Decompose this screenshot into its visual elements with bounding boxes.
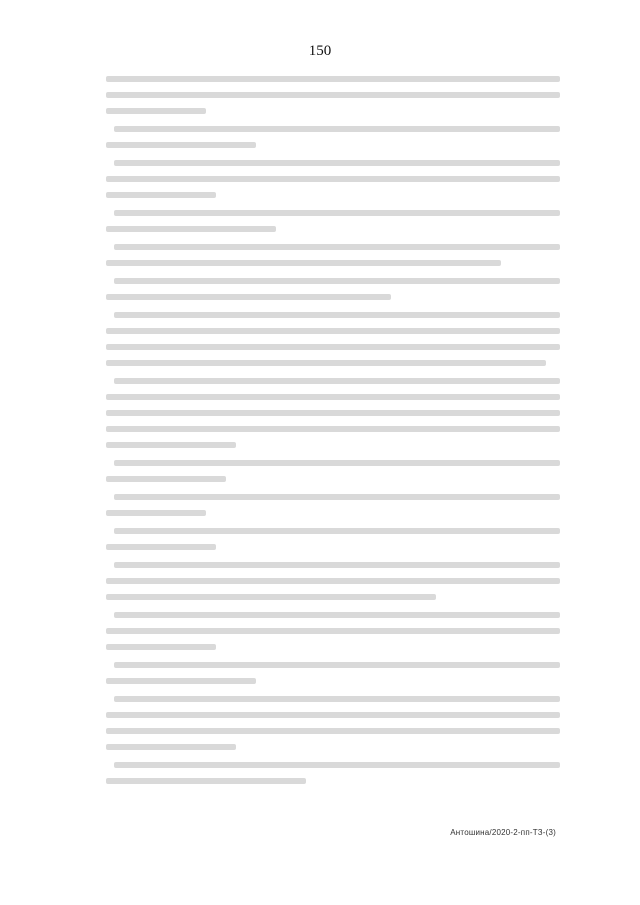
page-number: 150 [308,43,332,59]
text-line-placeholder [106,578,560,584]
text-line-placeholder [106,176,560,182]
text-line-placeholder [106,294,391,300]
text-line-placeholder [106,594,436,600]
text-line-placeholder [106,142,256,148]
text-line-placeholder [106,712,560,718]
text-line-placeholder [114,612,560,618]
text-line-placeholder [114,460,560,466]
body-text-region [106,72,560,812]
text-line-placeholder [114,528,560,534]
text-line-placeholder [106,108,206,114]
text-line-placeholder [106,778,306,784]
text-line-placeholder [106,394,560,400]
text-line-placeholder [106,628,560,634]
text-line-placeholder [114,762,560,768]
text-line-placeholder [106,192,216,198]
text-line-placeholder [106,426,560,432]
document-footer-code: Антошина/2020-2-пп-ТЗ-(3) [450,828,556,837]
text-line-placeholder [114,562,560,568]
text-line-placeholder [106,76,560,82]
text-line-placeholder [106,728,560,734]
text-line-placeholder [106,260,501,266]
text-line-placeholder [114,126,560,132]
text-line-placeholder [106,476,226,482]
text-line-placeholder [106,344,560,350]
text-line-placeholder [106,644,216,650]
text-line-placeholder [114,662,560,668]
text-line-placeholder [106,510,206,516]
text-line-placeholder [114,696,560,702]
text-line-placeholder [106,410,560,416]
text-line-placeholder [106,328,560,334]
text-line-placeholder [114,378,560,384]
text-line-placeholder [106,442,236,448]
text-line-placeholder [114,494,560,500]
text-line-placeholder [114,278,560,284]
text-line-placeholder [114,210,560,216]
text-line-placeholder [106,226,276,232]
text-line-placeholder [106,92,560,98]
text-line-placeholder [114,312,560,318]
text-line-placeholder [114,244,560,250]
text-line-placeholder [106,744,236,750]
text-line-placeholder [106,360,546,366]
text-line-placeholder [106,678,256,684]
text-line-placeholder [106,544,216,550]
text-line-placeholder [114,160,560,166]
